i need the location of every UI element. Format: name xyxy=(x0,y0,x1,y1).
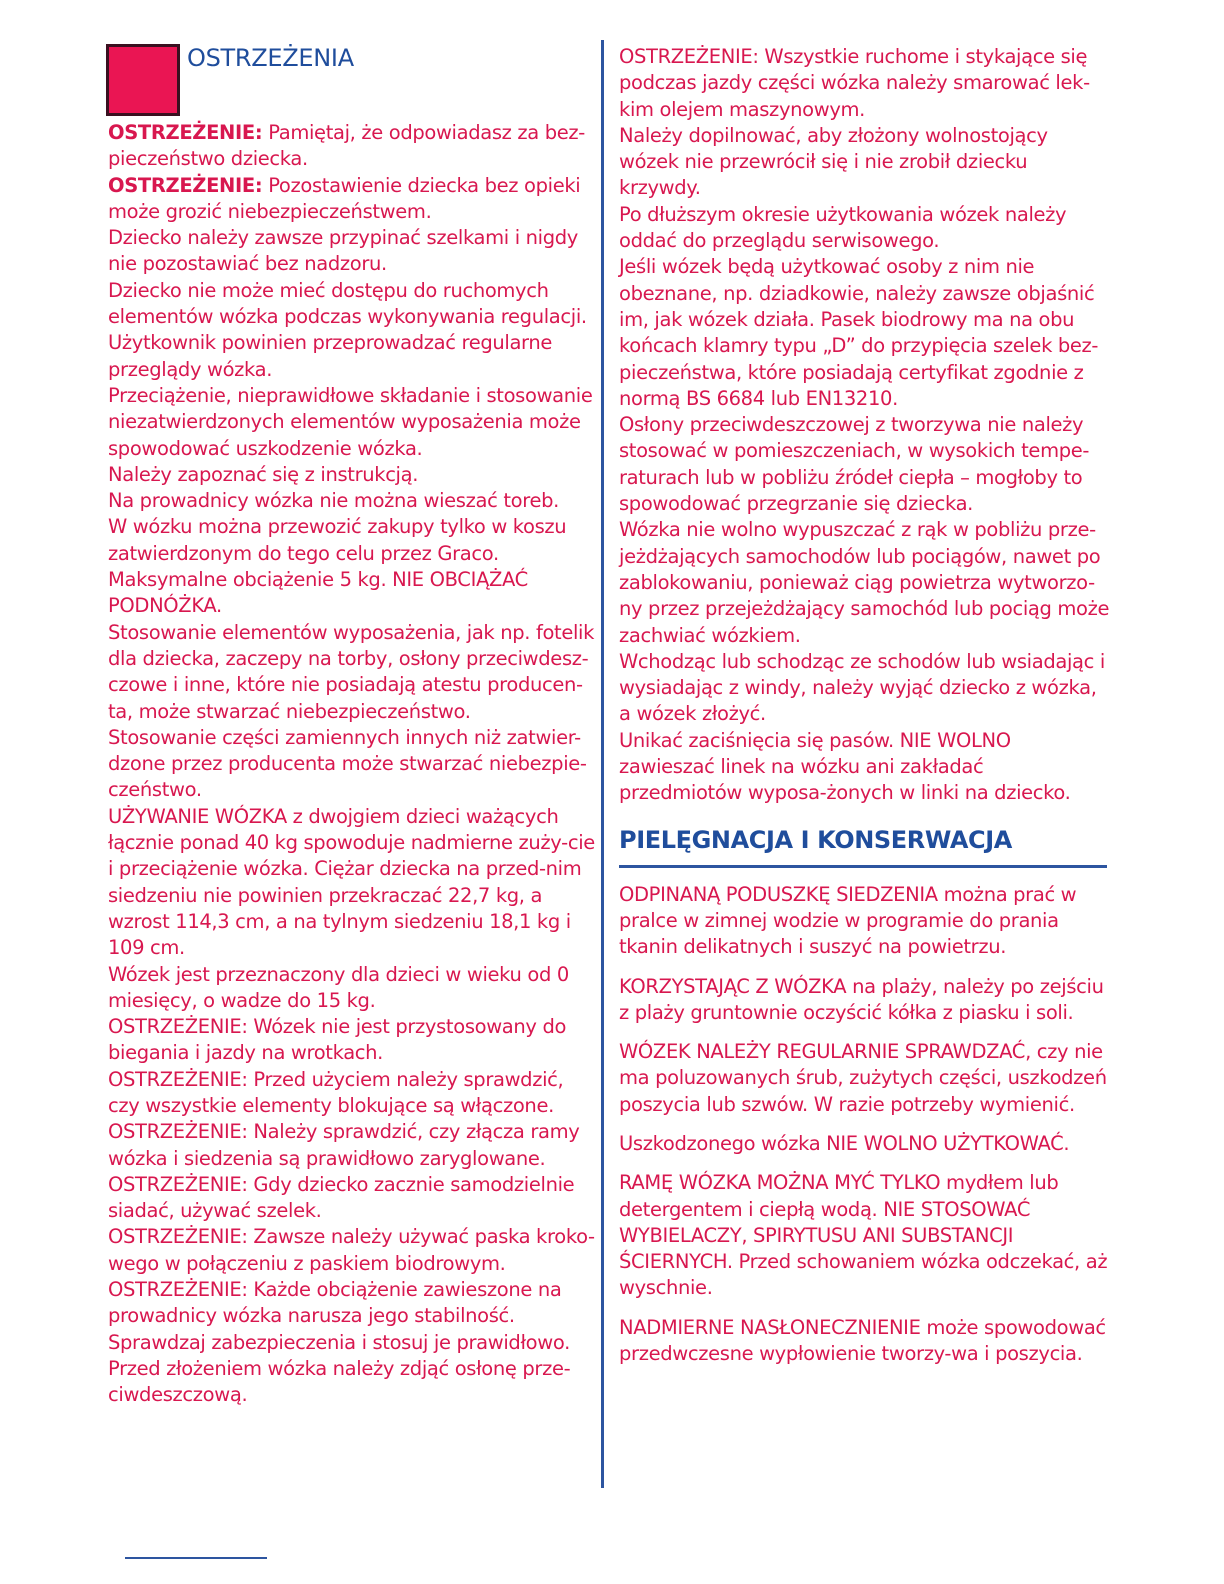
section-color-marker xyxy=(106,44,180,116)
care-paragraph: RAMĘ WÓZKA MOŻNA MYĆ TYLKO mydłem lub detergentem i ciepłą wodą. NIE STOSOWAĆ WYBIELACZY, SPIRYTUSU ANI SUBSTANCJI ŚCIERNYCH. Przed schowaniem wózka odczekać, aż wyschnie. xyxy=(619,1171,1108,1300)
instruction-paragraph: Dziecko należy zawsze przypinać szelkami i nigdy nie pozostawiać bez nadzoru. xyxy=(108,226,578,276)
instruction-paragraph: Należy dopilnować, aby złożony wolnostojący wózek nie przewrócił się i nie zrobił dziecku krzywdy. xyxy=(619,123,1048,200)
instruction-paragraph: Po dłuższym okresie użytkowania wózek należy oddać do przeglądu serwisowego. xyxy=(619,202,1067,253)
care-paragraph: KORZYSTAJĄC Z WÓZKA na plaży, należy po zejściu z plaży gruntownie oczyścić kółka z piasku i soli. xyxy=(619,974,1104,1024)
care-paragraph: Uszkodzonego wózka NIE WOLNO UŻYTKOWAĆ. xyxy=(619,1131,1070,1155)
instruction-paragraph: Wchodząc lub schodząc ze schodów lub wsiadając i wysiadając z windy, należy wyjąć dziecko z wózka, a wózek złożyć. xyxy=(619,649,1105,726)
instruction-paragraph: OSTRZEŻENIE: Wózek nie jest przystosowany do biegania i jazdy na wrotkach. xyxy=(108,1015,567,1065)
right-column xyxy=(619,44,1111,1380)
instruction-paragraph: UŻYWANIE WÓZKA z dwojgiem dzieci ważących łącznie ponad 40 kg spowoduje nadmierne zuży-cie i przeciążenie wózka. Ciężar dziecka na przed-nim siedzeniu nie powinien przekraczać 22,7 kg, a wzrost 114,3 cm, a na tylnym siedzeniu 18,1 kg i 109 cm. xyxy=(108,804,595,960)
instruction-paragraph: Unikać zaciśnięcia się pasów. NIE WOLNO zawieszać linek na wózku ani zakładać przedmiotów wyposa-żonych w linki na dziecko. xyxy=(619,728,1071,805)
instruction-paragraph: Przeciążenie, nieprawidłowe składanie i stosowanie niezatwierdzonych elementów wyposażenia może spowodować uszkodzenie wózka. xyxy=(108,383,593,460)
instruction-paragraph: Wózek jest przeznaczony dla dzieci w wieku od 0 miesięcy, o wadze do 15 kg. xyxy=(108,962,569,1012)
section-title-warnings: OSTRZEŻENIA xyxy=(187,44,354,72)
footer-rule xyxy=(125,1557,267,1559)
instruction-paragraph: Wózka nie wolno wypuszczać z rąk w pobliżu prze-jeżdżających samochodów lub pociągów, nawet po zablokowaniu, ponieważ ciąg powietrza wytworzo-ny przez przejeżdżający samochód lub pociąg może zachwiać wózkiem. xyxy=(619,518,1110,647)
warning-text: Pozostawienie dziecka bez opieki może grozić niebezpieczeństwem. xyxy=(108,173,581,223)
section-title-underline xyxy=(619,865,1107,868)
instruction-paragraph: Stosowanie elementów wyposażenia, jak np. fotelik dla dziecka, zaczepy na torby, osłony przeciwdesz-czowe i inne, które nie posiadają atestu producen-ta, może stwarzać niebezpieczeństwo. xyxy=(108,620,595,723)
section-title-care: PIELĘGNACJA I KONSERWACJA xyxy=(619,825,1012,854)
care-paragraph: NADMIERNE NASŁONECZNIENIE może spowodować przedwczesne wypłowienie tworzy-wa i poszycia. xyxy=(619,1315,1106,1366)
instruction-paragraph: OSTRZEŻENIE: Każde obciążenie zawieszone na prowadnicy wózka narusza jego stabilność. xyxy=(108,1278,562,1328)
warning-lead: OSTRZEŻENIE: xyxy=(108,173,263,197)
instruction-paragraph: OSTRZEŻENIE: Zawsze należy używać paska kroko-wego w połączeniu z paskiem biodrowym. xyxy=(108,1225,595,1275)
instruction-paragraph: Dziecko nie może mieć dostępu do ruchomych elementów wózka podczas wykonywania regulacji. xyxy=(108,278,587,329)
left-column xyxy=(108,120,598,1409)
care-paragraph: ODPINANĄ PODUSZKĘ SIEDZENIA można prać w pralce w zimnej wodzie w programie do prania tkanin delikatnych i suszyć na powietrzu. xyxy=(619,882,1077,959)
instruction-paragraph: Osłony przeciwdeszczowej z tworzywa nie należy stosować w pomieszczeniach, w wysokich tempe-raturach lub w pobliżu źródeł ciepła – mogłoby to spowodować przegrzanie się dziecka. xyxy=(619,413,1090,516)
instruction-paragraph: Na prowadnicy wózka nie można wieszać toreb. xyxy=(108,489,559,513)
warning-paragraph xyxy=(108,120,598,173)
instruction-paragraph: Użytkownik powinien przeprowadzać regularne przeglądy wózka. xyxy=(108,331,553,381)
instruction-paragraph: OSTRZEŻENIE: Należy sprawdzić, czy złącza ramy wózka i siedzenia są prawidłowo zaryglowane. xyxy=(108,1120,580,1170)
warning-paragraph xyxy=(108,173,598,226)
warning-lead: OSTRZEŻENIE: xyxy=(108,121,263,144)
instruction-paragraph: OSTRZEŻENIE: Przed użyciem należy sprawdzić, czy wszystkie elementy blokujące są włączone. xyxy=(108,1067,564,1117)
column-divider xyxy=(601,40,604,1488)
instruction-paragraph: Jeśli wózek będą użytkować osoby z nim nie obeznane, np. dziadkowie, należy zawsze objaśnić im, jak wózek działa. Pasek biodrowy ma na obu końcach klamry typu „D” do przypięcia szelek bez-pieczeństwa, które posiadają certyfikat zgodnie z normą BS 6684 lub EN13210. xyxy=(619,255,1099,410)
instruction-paragraph: W wózku można przewozić zakupy tylko w koszu zatwierdzonym do tego celu przez Graco. Maksymalne obciążenie 5 kg. NIE OBCIĄŻAĆ PODNÓŻKA. xyxy=(108,515,567,618)
instruction-paragraph: Sprawdzaj zabezpieczenia i stosuj je prawidłowo. xyxy=(108,1330,570,1354)
instruction-paragraph: OSTRZEŻENIE: Wszystkie ruchome i stykające się podczas jazdy części wózka należy smarować lek-kim olejem maszynowym. xyxy=(619,45,1090,121)
instruction-paragraph: OSTRZEŻENIE: Gdy dziecko zacznie samodzielnie siadać, używać szelek. xyxy=(108,1172,575,1223)
care-paragraph: WÓZEK NALEŻY REGULARNIE SPRAWDZAĆ, czy nie ma poluzowanych śrub, zużytych części, uszkodzeń poszycia lub szwów. W razie potrzeby wymienić. xyxy=(619,1040,1107,1116)
instruction-paragraph: Należy zapoznać się z instrukcją. xyxy=(108,462,419,486)
instruction-paragraph: Przed złożeniem wózka należy zdjąć osłonę prze-ciwdeszczową. xyxy=(108,1356,571,1407)
instruction-paragraph: Stosowanie części zamiennych innych niż zatwier-dzone przez producenta może stwarzać niebezpie-czeństwo. xyxy=(108,725,587,802)
warning-text: Pamiętaj, że odpowiadasz za bez-pieczeństwo dziecka. xyxy=(108,121,585,171)
